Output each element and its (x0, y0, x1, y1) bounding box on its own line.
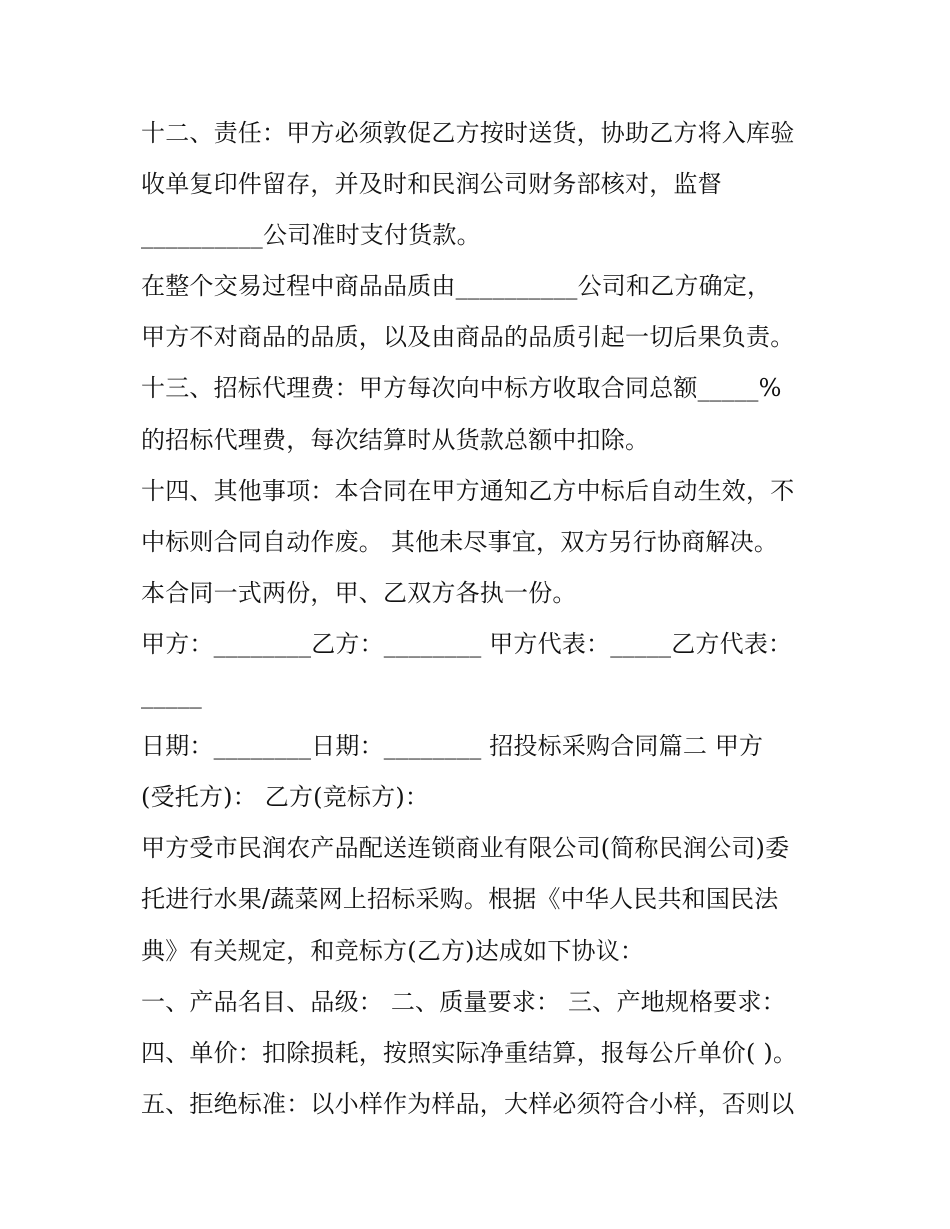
text-line-7: 的招标代理费，每次结算时从货款总额中扣除。 (141, 425, 650, 454)
text-line-16: 托进行水果/蔬菜网上招标采购。根据《中华人民共和国民法 (141, 885, 779, 914)
text-line-3: __________公司准时支付货款。 (141, 221, 481, 250)
text-line-1: 十二、责任：甲方必须敦促乙方按时送货，协助乙方将入库验 (141, 119, 795, 147)
text-line-20: 五、拒绝标准：以小样作为样品，大样必须符合小样，否则以 (141, 1089, 795, 1118)
text-line-14: (受托方)： 乙方(竞标方)： (141, 783, 430, 812)
text-line-10: 本合同一式两份，甲、乙双方各执一份。 (141, 578, 577, 607)
text-line-12: _____ (141, 681, 202, 710)
text-line-8: 十四、其他事项：本合同在甲方通知乙方中标后自动生效，不 (141, 476, 795, 505)
contract-text (141, 108, 831, 1130)
text-line-11: 甲方：________乙方：________ 甲方代表：_____乙方代表： (141, 629, 793, 658)
text-line-13: 日期：________日期：________ 招投标采购合同篇二 甲方 (141, 732, 764, 761)
text-line-17: 典》有关规定，和竞标方(乙方)达成如下协议： (141, 936, 645, 965)
text-line-18: 一、产品名目、品级： 二、质量要求： 三、产地规格要求： (141, 987, 786, 1016)
text-line-5: 甲方不对商品的品质，以及由商品的品质引起一切后果负责。 (141, 323, 795, 352)
text-line-9: 中标则合同自动作废。 其他未尽事宜，双方另行协商解决。 (141, 527, 779, 556)
text-line-15: 甲方受市民润农产品配送连锁商业有限公司(简称民润公司)委 (141, 834, 790, 863)
text-line-6: 十三、招标代理费：甲方每次向中标方收取合同总额_____% (141, 374, 782, 403)
text-line-4: 在整个交易过程中商品品质由__________公司和乙方确定， (141, 272, 772, 301)
text-line-2: 收单复印件留存，并及时和民润公司财务部核对，监督 (141, 170, 722, 199)
text-line-19: 四、单价：扣除损耗，按照实际净重结算，报每公斤单价( )。 (141, 1038, 798, 1067)
